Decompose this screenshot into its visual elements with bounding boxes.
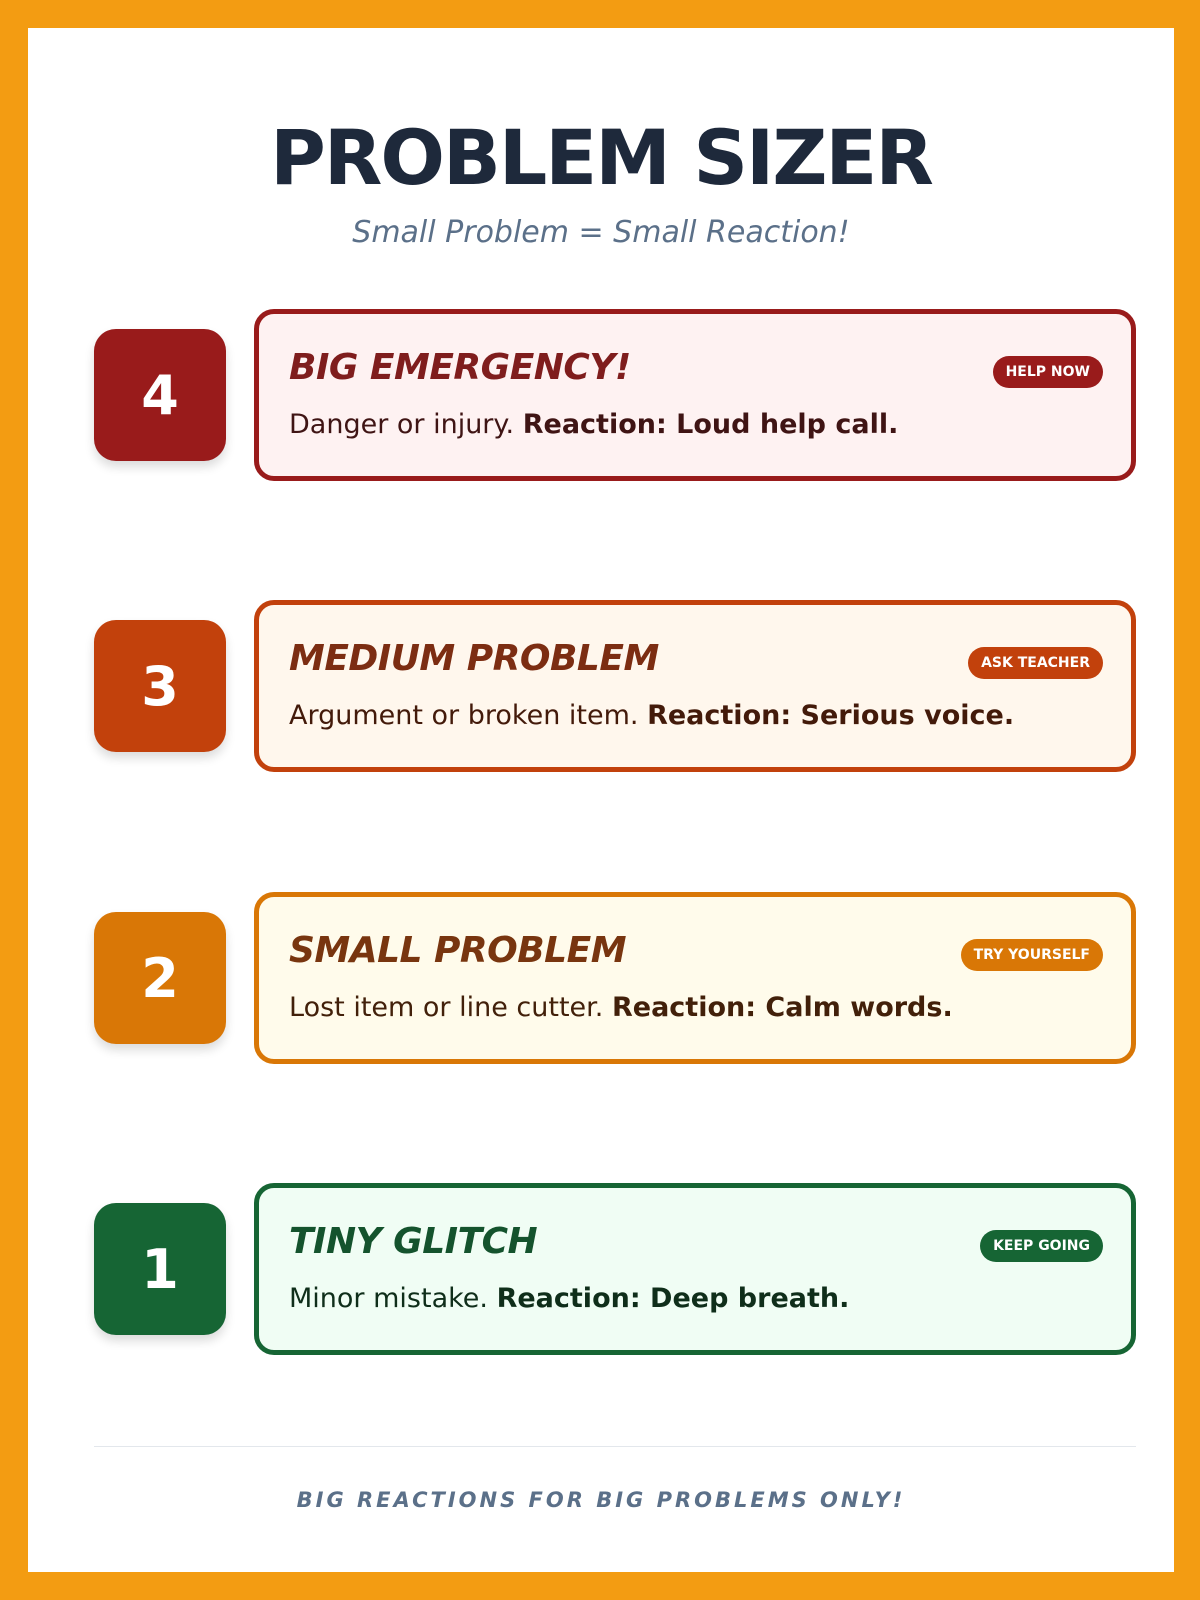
level-description	[289, 700, 1014, 732]
page-subtitle: Small Problem = Small Reaction!	[352, 215, 850, 250]
level-description	[289, 992, 953, 1024]
level-number-badge: 3	[94, 620, 226, 752]
level-number-badge: 2	[94, 912, 226, 1044]
level-title: BIG EMERGENCY!	[289, 347, 631, 388]
level-row-3	[94, 600, 1136, 772]
description-text: Argument or broken item.	[289, 700, 639, 731]
page-title: PROBLEM SIZER	[270, 113, 932, 202]
reaction-text: Reaction: Serious voice.	[647, 700, 1015, 731]
level-number-badge: 4	[94, 329, 226, 461]
description-text: Danger or injury.	[289, 409, 515, 440]
level-title: MEDIUM PROBLEM	[289, 638, 659, 679]
reaction-text: Reaction: Loud help call.	[522, 409, 899, 440]
level-card	[254, 600, 1136, 772]
level-row-1	[94, 1183, 1136, 1355]
level-title: SMALL PROBLEM	[289, 930, 627, 971]
level-description	[289, 1283, 849, 1315]
level-row-2	[94, 892, 1136, 1064]
reaction-text: Reaction: Deep breath.	[496, 1283, 850, 1314]
action-badge: HELP NOW	[993, 356, 1103, 388]
level-row-4	[94, 309, 1136, 481]
level-description	[289, 409, 898, 441]
action-badge: ASK TEACHER	[968, 647, 1103, 679]
footer-slogan: BIG REACTIONS FOR BIG PROBLEMS ONLY!	[296, 1488, 906, 1512]
level-card	[254, 892, 1136, 1064]
level-number-badge: 1	[94, 1203, 226, 1335]
footer-divider	[94, 1446, 1136, 1447]
action-badge: TRY YOURSELF	[961, 939, 1103, 971]
reaction-text: Reaction: Calm words.	[611, 992, 953, 1023]
level-card	[254, 1183, 1136, 1355]
level-title: TINY GLITCH	[289, 1221, 538, 1262]
description-text: Lost item or line cutter.	[289, 992, 604, 1023]
description-text: Minor mistake.	[289, 1283, 488, 1314]
action-badge: KEEP GOING	[980, 1230, 1103, 1262]
level-card	[254, 309, 1136, 481]
poster-page	[28, 28, 1174, 1572]
